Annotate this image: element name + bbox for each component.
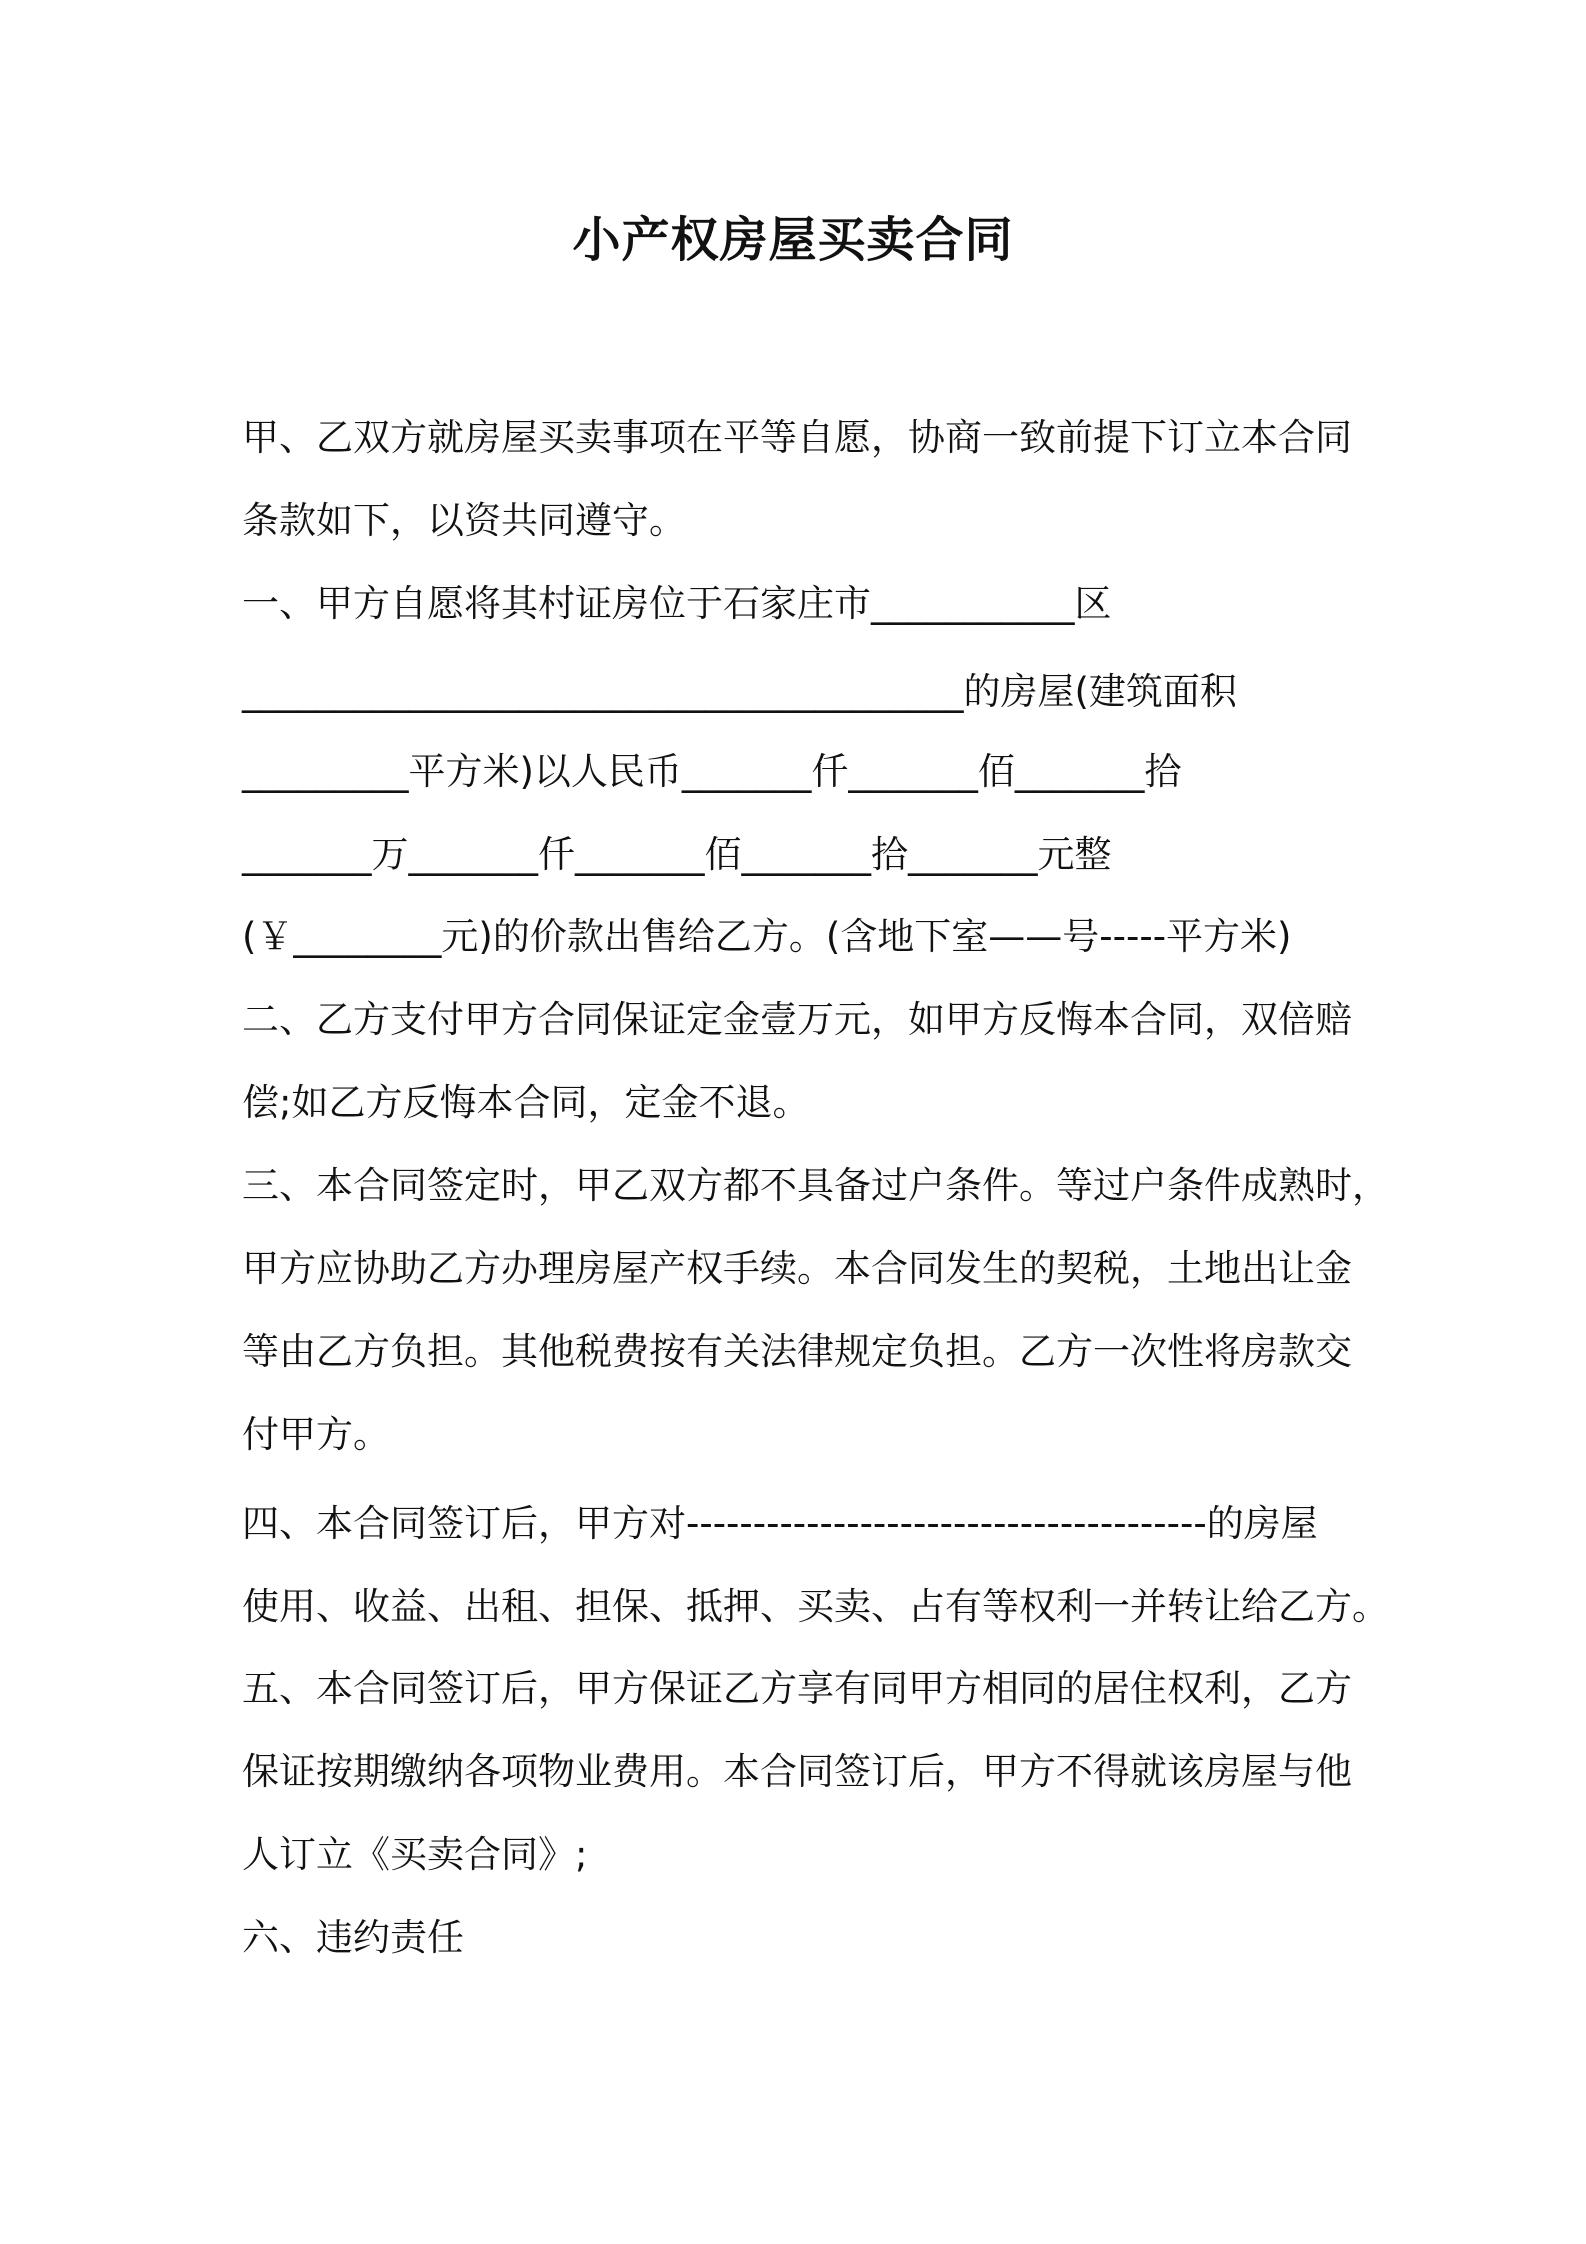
clause-2-line-1: 二、乙方支付甲方合同保证定金壹万元，如甲方反悔本合同，双倍赔 bbox=[242, 998, 1352, 1041]
clause-4-line-2: 使用、收益、出租、担保、抵押、买卖、占有等权利一并转让给乙方。 bbox=[242, 1585, 1389, 1628]
clause-1-line-5: (￥________元)的价款出售给乙方。(含地下室——号-----平方米) bbox=[242, 915, 1292, 958]
preamble-line-1: 甲、乙双方就房屋买卖事项在平等自愿，协商一致前提下订立本合同 bbox=[242, 416, 1352, 459]
clause-5-line-3: 人订立《买卖合同》; bbox=[242, 1833, 588, 1876]
clause-6-heading: 六、违约责任 bbox=[242, 1916, 464, 1959]
clause-1-line-2: _______________________________________的房屋(建筑面积 bbox=[242, 670, 1237, 713]
document-title: 小产权房屋买卖合同 bbox=[572, 212, 1014, 268]
clause-5-line-2: 保证按期缴纳各项物业费用。本合同签订后，甲方不得就该房屋与他 bbox=[242, 1750, 1352, 1793]
preamble-line-2: 条款如下，以资共同遵守。 bbox=[242, 499, 686, 542]
clause-3-line-4: 付甲方。 bbox=[242, 1413, 390, 1456]
clause-3-line-1: 三、本合同签定时，甲乙双方都不具备过户条件。等过户条件成熟时， bbox=[242, 1164, 1389, 1207]
clause-1-line-4: _______万_______仟_______佰_______拾_______元整 bbox=[242, 833, 1112, 876]
clause-2-line-2: 偿;如乙方反悔本合同，定金不退。 bbox=[242, 1081, 810, 1124]
clause-4-line-1: 四、本合同签订后，甲方对---------------------------------------的房屋 bbox=[242, 1502, 1318, 1545]
clause-1-line-1: 一、甲方自愿将其村证房位于石家庄市___________区 bbox=[242, 582, 1112, 625]
clause-3-line-3: 等由乙方负担。其他税费按有关法律规定负担。乙方一次性将房款交 bbox=[242, 1330, 1352, 1373]
clause-1-line-3: _________平方米)以人民币_______仟_______佰_______拾 bbox=[242, 750, 1182, 793]
clause-5-line-1: 五、本合同签订后，甲方保证乙方享有同甲方相同的居住权利，乙方 bbox=[242, 1667, 1352, 1710]
clause-3-line-2: 甲方应协助乙方办理房屋产权手续。本合同发生的契税，土地出让金 bbox=[242, 1247, 1352, 1290]
